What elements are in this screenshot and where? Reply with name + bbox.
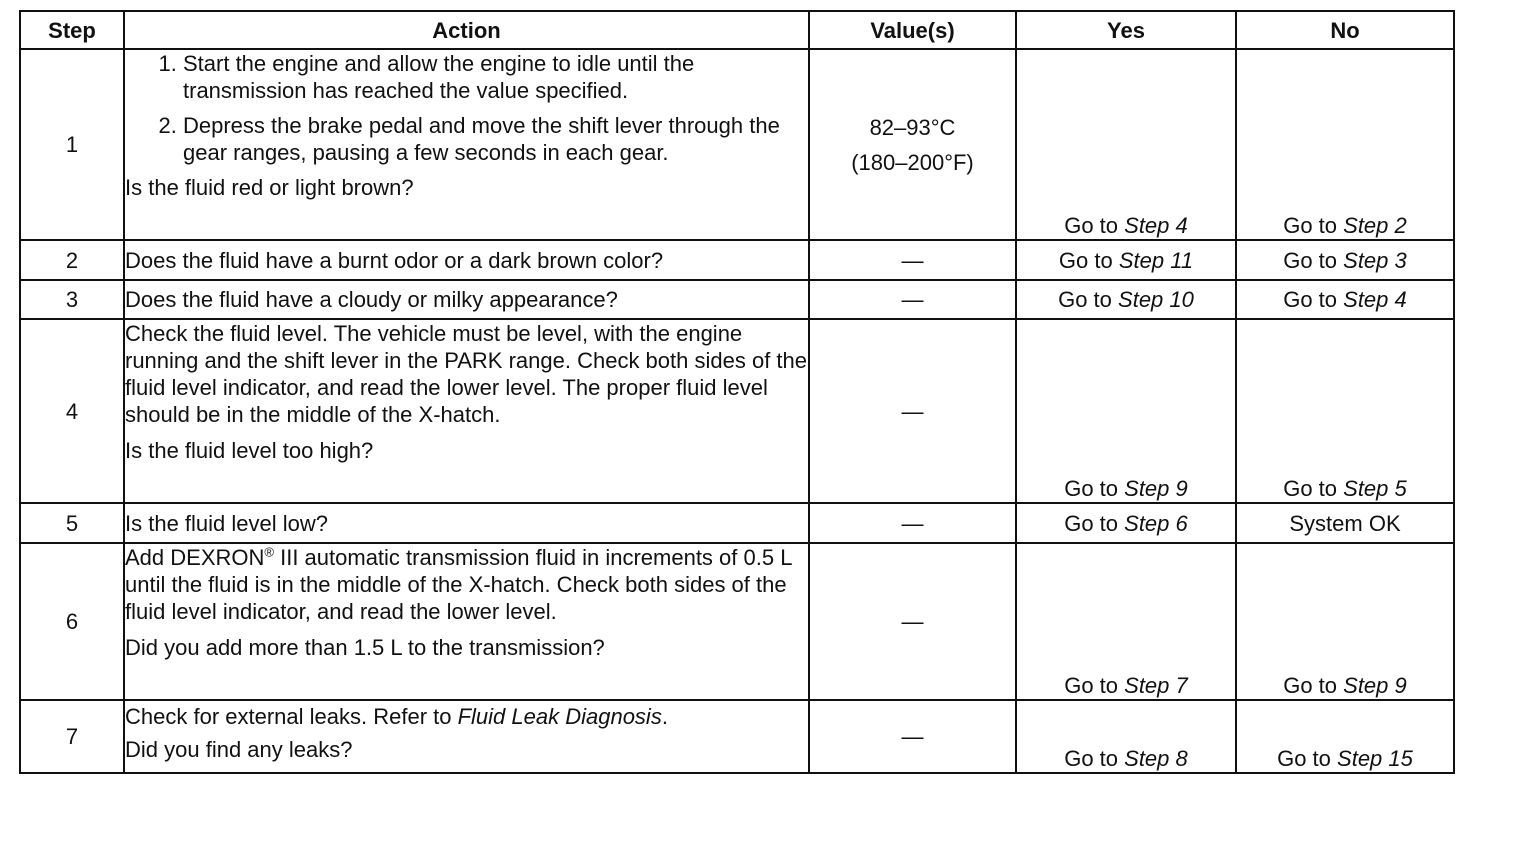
step-ref (1343, 673, 1407, 698)
yes-cell (1016, 240, 1236, 280)
table-row (20, 49, 1454, 240)
diagnostic-table (19, 10, 1455, 774)
action-question: Is the fluid level too high? (125, 438, 374, 463)
step-ref (1124, 476, 1188, 501)
no-cell (1236, 49, 1454, 240)
no-cell (1236, 543, 1454, 700)
step-ref-number: 11 (1170, 247, 1194, 273)
header-yes: Yes (1016, 11, 1236, 49)
action-cell (124, 280, 809, 319)
go-to-label: Go to (1058, 247, 1113, 273)
step-ref-number: 3 (1394, 247, 1407, 273)
action-cell (124, 319, 809, 503)
action-cell (124, 240, 809, 280)
go-to-label: Go to (1283, 213, 1338, 238)
go-to-label: Go to (1283, 673, 1338, 698)
step-ref (1343, 287, 1407, 312)
step-ref-number: 4 (1175, 213, 1188, 238)
action-question: Did you find any leaks? (125, 737, 353, 762)
step-ref (1124, 213, 1188, 238)
no-cell (1236, 240, 1454, 280)
step-ref-number: 10 (1169, 287, 1194, 312)
go-to-label: Go to (1064, 673, 1119, 698)
step-number: 6 (20, 543, 124, 700)
yes-cell (1016, 543, 1236, 700)
action-question: Did you add more than 1.5 L to the transmission? (125, 635, 605, 660)
step-ref (1118, 287, 1194, 312)
value-cell: — (809, 280, 1016, 319)
step-ref-number: 4 (1394, 287, 1407, 312)
step-word: Step (1124, 213, 1170, 238)
value-cell (809, 49, 1016, 240)
step-word: Step (1343, 247, 1389, 273)
step-ref (1343, 476, 1407, 501)
step-word: Step (1343, 476, 1389, 501)
action-list (125, 50, 808, 166)
value-cell: — (809, 319, 1016, 503)
step-ref-number: 7 (1175, 673, 1188, 698)
step-number: 5 (20, 503, 124, 543)
action-question: Is the fluid red or light brown? (125, 175, 414, 200)
step-ref (1124, 673, 1188, 698)
step-word: Step (1124, 476, 1170, 501)
yes-cell (1016, 503, 1236, 543)
registered-mark: ® (264, 544, 274, 560)
step-ref-number: 5 (1394, 476, 1407, 501)
yes-cell (1016, 280, 1236, 319)
header-action: Action (124, 11, 809, 49)
step-number: 4 (20, 319, 124, 503)
step-ref-number: 9 (1394, 673, 1407, 698)
step-word: Step (1343, 213, 1389, 238)
value-fahrenheit: (180–200°F) (851, 149, 974, 175)
step-word: Step (1337, 746, 1383, 771)
action-question: Is the fluid level low? (125, 510, 328, 536)
step-word: Step (1343, 287, 1389, 312)
step-number: 7 (20, 700, 124, 773)
value-cell: — (809, 240, 1016, 280)
yes-cell (1016, 49, 1236, 240)
action-instructions (125, 544, 808, 625)
instruction-text: Check for external leaks. Refer to (125, 704, 458, 729)
step-number: 2 (20, 240, 124, 280)
action-cell (124, 700, 809, 773)
go-to-label: Go to (1277, 746, 1331, 771)
table-row (20, 240, 1454, 280)
action-cell (124, 543, 809, 700)
no-cell (1236, 319, 1454, 503)
step-ref (1343, 213, 1407, 238)
value-cell: — (809, 700, 1016, 773)
action-question: Does the fluid have a cloudy or milky appearance? (125, 287, 618, 312)
step-word: Step (1124, 673, 1170, 698)
instruction-text: III automatic transmission fluid in increments of 0.5 L until the fluid is in the middle of the X-hatch. Check both sides of the fluid level indicator, and read the lower level. (125, 545, 792, 624)
go-to-label: Go to (1283, 476, 1338, 501)
step-ref (1124, 746, 1188, 771)
no-cell: System OK (1236, 503, 1454, 543)
action-instructions (125, 703, 808, 730)
header-row (20, 11, 1454, 49)
yes-cell (1016, 700, 1236, 773)
table-row (20, 543, 1454, 700)
header-values: Value(s) (809, 11, 1016, 49)
step-word: Step (1118, 247, 1165, 273)
action-cell (124, 49, 809, 240)
step-ref-number: 6 (1175, 510, 1188, 536)
step-ref (1343, 248, 1407, 273)
go-to-label: Go to (1283, 287, 1338, 312)
table-row (20, 503, 1454, 543)
step-ref-number: 8 (1175, 746, 1188, 771)
step-ref (1124, 511, 1188, 536)
step-word: Step (1124, 510, 1170, 536)
action-instructions: Check the fluid level. The vehicle must be level, with the engine running and the shift lever in the PARK range. Check both sides of the fluid level indicator, and read the lower level. The proper fluid level should be in the middle of the X-hatch. (125, 321, 807, 427)
go-to-label: Go to (1064, 476, 1119, 501)
reference-title: Fluid Leak Diagnosis (457, 704, 662, 729)
value-cell: — (809, 503, 1016, 543)
value-celsius: 82–93°C (869, 114, 956, 140)
step-ref (1337, 746, 1413, 771)
step-number: 3 (20, 280, 124, 319)
go-to-label: Go to (1064, 746, 1119, 771)
step-ref-number: 9 (1175, 476, 1188, 501)
step-word: Step (1118, 287, 1164, 312)
step-number: 1 (20, 49, 124, 240)
value-cell: — (809, 543, 1016, 700)
step-ref-number: 2 (1394, 213, 1407, 238)
action-question: Does the fluid have a burnt odor or a dark brown color? (125, 247, 664, 273)
go-to-label: Go to (1064, 213, 1119, 238)
header-step: Step (20, 11, 124, 49)
go-to-label: Go to (1064, 510, 1119, 536)
no-cell (1236, 280, 1454, 319)
yes-cell (1016, 319, 1236, 503)
list-item: 1. Start the engine and allow the engine to idle until the transmission has reached the value specified. (183, 50, 808, 104)
no-cell (1236, 700, 1454, 773)
header-no: No (1236, 11, 1454, 49)
product-name: Add DEXRON (125, 545, 265, 570)
step-ref-number: 15 (1388, 746, 1413, 771)
instruction-text-end: . (661, 704, 668, 729)
table-row (20, 280, 1454, 319)
action-cell (124, 503, 809, 543)
table-row (20, 319, 1454, 503)
go-to-label: Go to (1058, 287, 1112, 312)
step-ref (1119, 248, 1193, 273)
go-to-label: Go to (1283, 247, 1338, 273)
table-row (20, 700, 1454, 773)
step-word: Step (1343, 673, 1389, 698)
list-item: 2. Depress the brake pedal and move the shift lever through the gear ranges, pausing a few seconds in each gear. (183, 112, 808, 166)
step-word: Step (1124, 746, 1170, 771)
